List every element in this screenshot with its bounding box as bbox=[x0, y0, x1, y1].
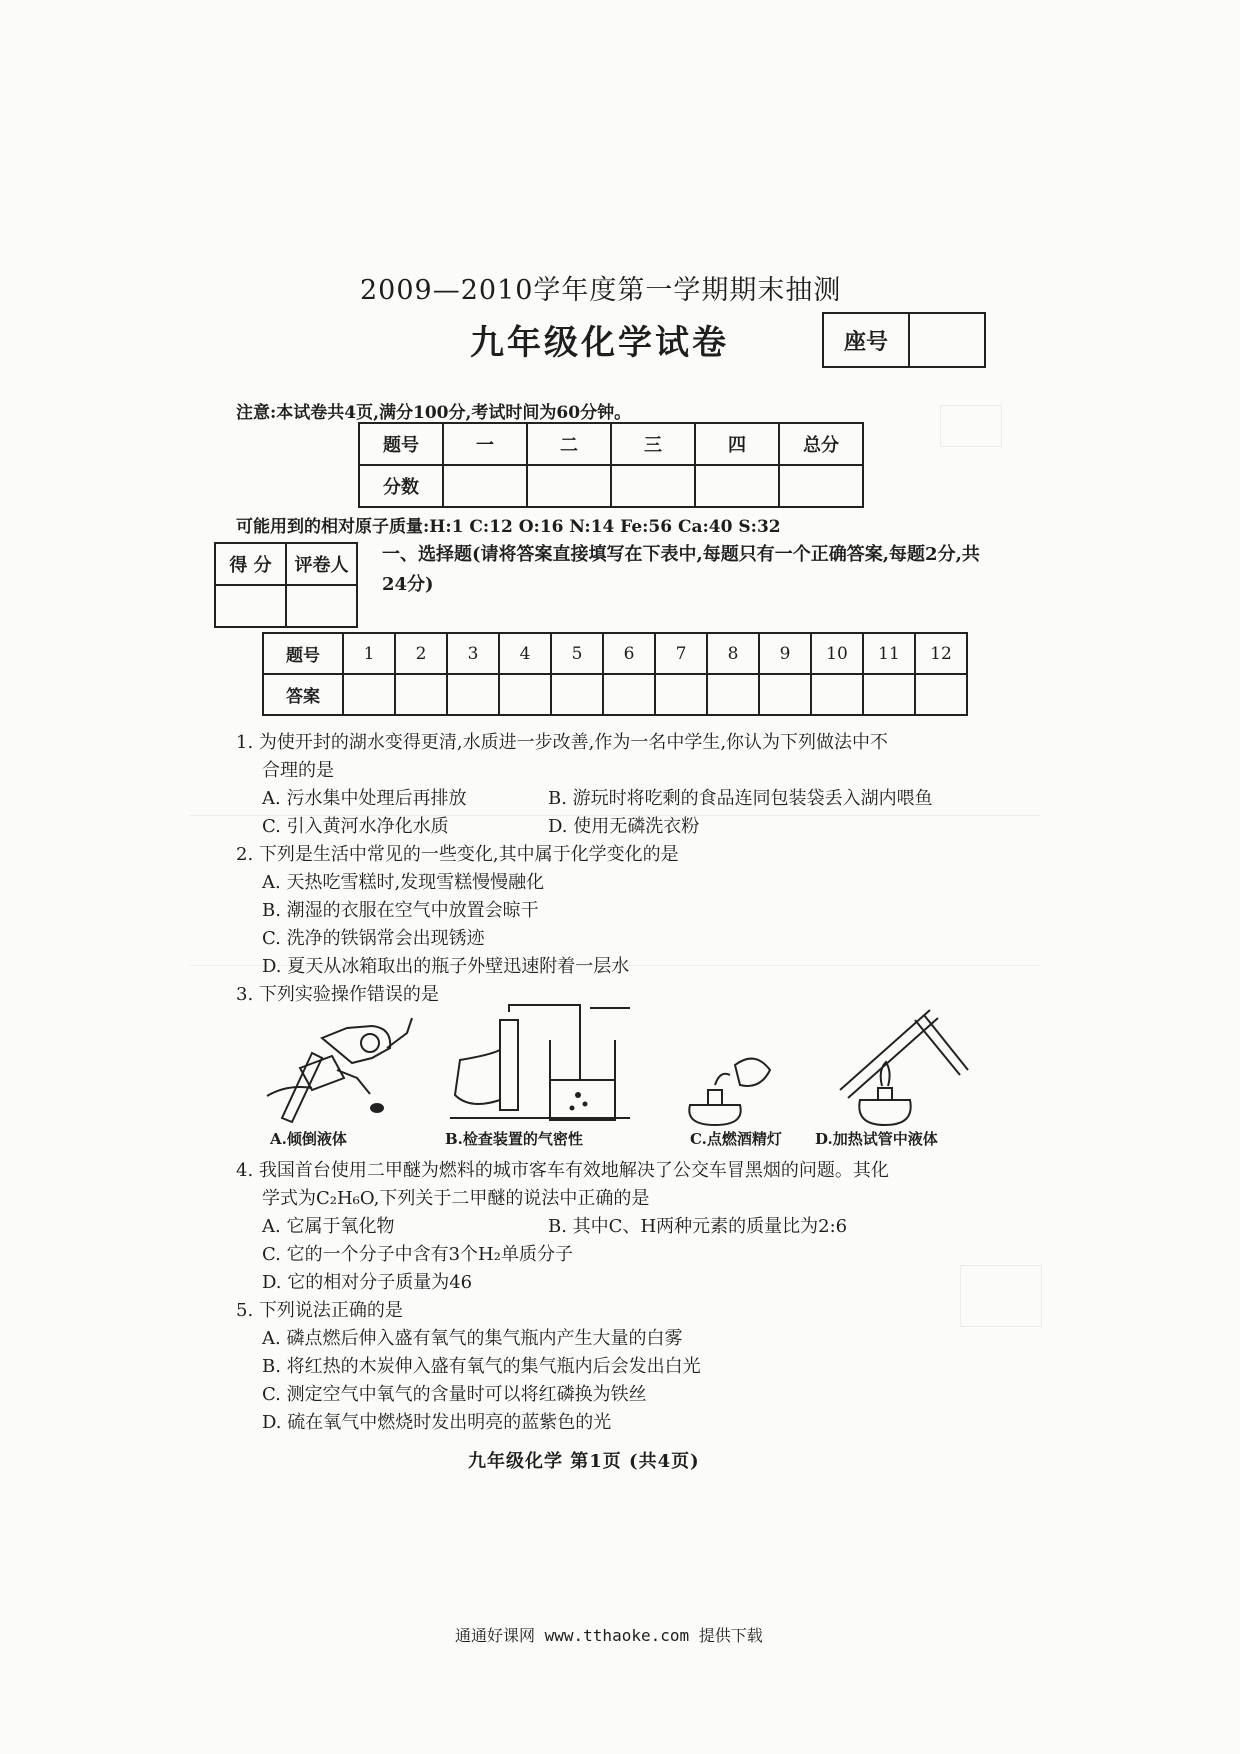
question-4-option-a: A. 它属于氧化物 bbox=[262, 1216, 395, 1237]
page-footer: 九年级化学 第1页 (共4页) bbox=[468, 1451, 700, 1472]
question-4-stem-cont: 学式为C₂H₆O,下列关于二甲醚的说法中正确的是 bbox=[262, 1188, 650, 1209]
grader-score-cell[interactable] bbox=[215, 585, 286, 627]
airtightness-check-illustration bbox=[440, 1000, 640, 1130]
answer-table-number-label: 题号 bbox=[263, 633, 343, 674]
question-1-option-a: A. 污水集中处理后再排放 bbox=[262, 788, 467, 809]
score-cell[interactable] bbox=[611, 465, 695, 507]
score-header-cell: 一 bbox=[443, 423, 527, 465]
download-credit: 通通好课网 www.tthaoke.com 提供下载 bbox=[455, 1626, 763, 1645]
pouring-liquid-illustration bbox=[262, 1008, 422, 1128]
question-number-cell: 6 bbox=[603, 633, 655, 674]
question-number-cell: 9 bbox=[759, 633, 811, 674]
answer-cell[interactable] bbox=[759, 674, 811, 715]
question-number-cell: 11 bbox=[863, 633, 915, 674]
question-1-stem-cont: 合理的是 bbox=[262, 760, 334, 781]
figure-a-caption: A.倾倒液体 bbox=[270, 1130, 347, 1148]
score-table-header-row bbox=[359, 423, 863, 465]
question-2-option-d: D. 夏天从冰箱取出的瓶子外壁迅速附着一层水 bbox=[262, 956, 630, 977]
question-1-option-b: B. 游玩时将吃剩的食品连同包装袋丢入湖内喂鱼 bbox=[548, 788, 933, 809]
grader-name-cell[interactable] bbox=[286, 585, 357, 627]
question-3-stem: 3. 下列实验操作错误的是 bbox=[236, 984, 439, 1005]
seat-number-label: 座号 bbox=[824, 314, 910, 366]
question-number-cell: 1 bbox=[343, 633, 395, 674]
figure-b-caption: B.检查装置的气密性 bbox=[445, 1130, 583, 1148]
score-table bbox=[358, 422, 864, 508]
answer-cell[interactable] bbox=[551, 674, 603, 715]
question-4-option-d: D. 它的相对分子质量为46 bbox=[262, 1272, 473, 1293]
grader-box bbox=[214, 542, 358, 628]
alcohol-lamp-lighting-illustration bbox=[680, 1030, 780, 1130]
exam-title-line1: 2009—2010学年度第一学期期末抽测 bbox=[360, 275, 842, 306]
answer-cell[interactable] bbox=[655, 674, 707, 715]
question-2-stem: 2. 下列是生活中常见的一些变化,其中属于化学变化的是 bbox=[236, 844, 679, 865]
answer-cell[interactable] bbox=[863, 674, 915, 715]
answer-cell[interactable] bbox=[915, 674, 967, 715]
question-4-option-b: B. 其中C、H两种元素的质量比为2:6 bbox=[548, 1216, 848, 1237]
grader-score-label: 得 分 bbox=[215, 543, 286, 585]
relative-atomic-masses: 可能用到的相对原子质量:H:1 C:12 O:16 N:14 Fe:56 Ca:40 S:32 bbox=[236, 517, 781, 537]
answer-cell[interactable] bbox=[811, 674, 863, 715]
answer-cell[interactable] bbox=[707, 674, 759, 715]
exam-title-line2: 九年级化学试卷 bbox=[470, 323, 729, 363]
question-4-option-c: C. 它的一个分子中含有3个H₂单质分子 bbox=[262, 1244, 573, 1265]
score-header-cell: 题号 bbox=[359, 423, 443, 465]
score-header-cell: 二 bbox=[527, 423, 611, 465]
seat-number-field[interactable] bbox=[910, 314, 984, 366]
figure-d-caption: D.加热试管中液体 bbox=[815, 1130, 938, 1148]
score-cell[interactable] bbox=[443, 465, 527, 507]
question-5-option-d: D. 硫在氧气中燃烧时发出明亮的蓝紫色的光 bbox=[262, 1412, 612, 1433]
question-2-option-a: A. 天热吃雪糕时,发现雪糕慢慢融化 bbox=[262, 872, 545, 893]
question-1-option-d: D. 使用无磷洗衣粉 bbox=[548, 816, 700, 837]
question-5-option-c: C. 测定空气中氧气的含量时可以将红磷换为铁丝 bbox=[262, 1384, 647, 1405]
question-5-option-b: B. 将红热的木炭伸入盛有氧气的集气瓶内后会发出白光 bbox=[262, 1356, 701, 1377]
score-cell[interactable] bbox=[527, 465, 611, 507]
score-table-score-row bbox=[359, 465, 863, 507]
question-number-cell: 3 bbox=[447, 633, 499, 674]
question-number-cell: 5 bbox=[551, 633, 603, 674]
question-number-cell: 4 bbox=[499, 633, 551, 674]
score-cell[interactable] bbox=[779, 465, 863, 507]
heating-test-tube-illustration bbox=[820, 1000, 970, 1130]
question-4-stem: 4. 我国首台使用二甲醚为燃料的城市客车有效地解决了公交车冒黑烟的问题。其化 bbox=[236, 1160, 889, 1181]
answer-table-number-row bbox=[263, 633, 967, 674]
score-cell[interactable] bbox=[695, 465, 779, 507]
question-number-cell: 10 bbox=[811, 633, 863, 674]
question-number-cell: 8 bbox=[707, 633, 759, 674]
grader-name-label: 评卷人 bbox=[286, 543, 357, 585]
score-row-label: 分数 bbox=[359, 465, 443, 507]
answer-cell[interactable] bbox=[343, 674, 395, 715]
question-number-cell: 2 bbox=[395, 633, 447, 674]
question-5-stem: 5. 下列说法正确的是 bbox=[236, 1300, 403, 1321]
answer-cell[interactable] bbox=[603, 674, 655, 715]
exam-notice: 注意:本试卷共4页,满分100分,考试时间为60分钟。 bbox=[236, 403, 632, 423]
answer-table-answer-label: 答案 bbox=[263, 674, 343, 715]
question-1-option-c: C. 引入黄河水净化水质 bbox=[262, 816, 449, 837]
answer-table bbox=[262, 632, 968, 716]
seat-number-box bbox=[822, 312, 986, 368]
answer-cell[interactable] bbox=[395, 674, 447, 715]
score-header-cell: 三 bbox=[611, 423, 695, 465]
answer-cell[interactable] bbox=[447, 674, 499, 715]
score-header-cell: 总分 bbox=[779, 423, 863, 465]
question-2-option-c: C. 洗净的铁锅常会出现锈迹 bbox=[262, 928, 485, 949]
question-number-cell: 7 bbox=[655, 633, 707, 674]
question-1-stem: 1. 为使开封的湖水变得更清,水质进一步改善,作为一名中学生,你认为下列做法中不 bbox=[236, 732, 889, 753]
figure-c-caption: C.点燃酒精灯 bbox=[690, 1130, 782, 1148]
section1-heading: 一、选择题(请将答案直接填写在下表中,每题只有一个正确答案,每题2分,共24分) bbox=[382, 544, 980, 595]
question-number-cell: 12 bbox=[915, 633, 967, 674]
question-5-option-a: A. 磷点燃后伸入盛有氧气的集气瓶内产生大量的白雾 bbox=[262, 1328, 683, 1349]
score-header-cell: 四 bbox=[695, 423, 779, 465]
answer-cell[interactable] bbox=[499, 674, 551, 715]
answer-table-answer-row bbox=[263, 674, 967, 715]
question-2-option-b: B. 潮湿的衣服在空气中放置会晾干 bbox=[262, 900, 539, 921]
